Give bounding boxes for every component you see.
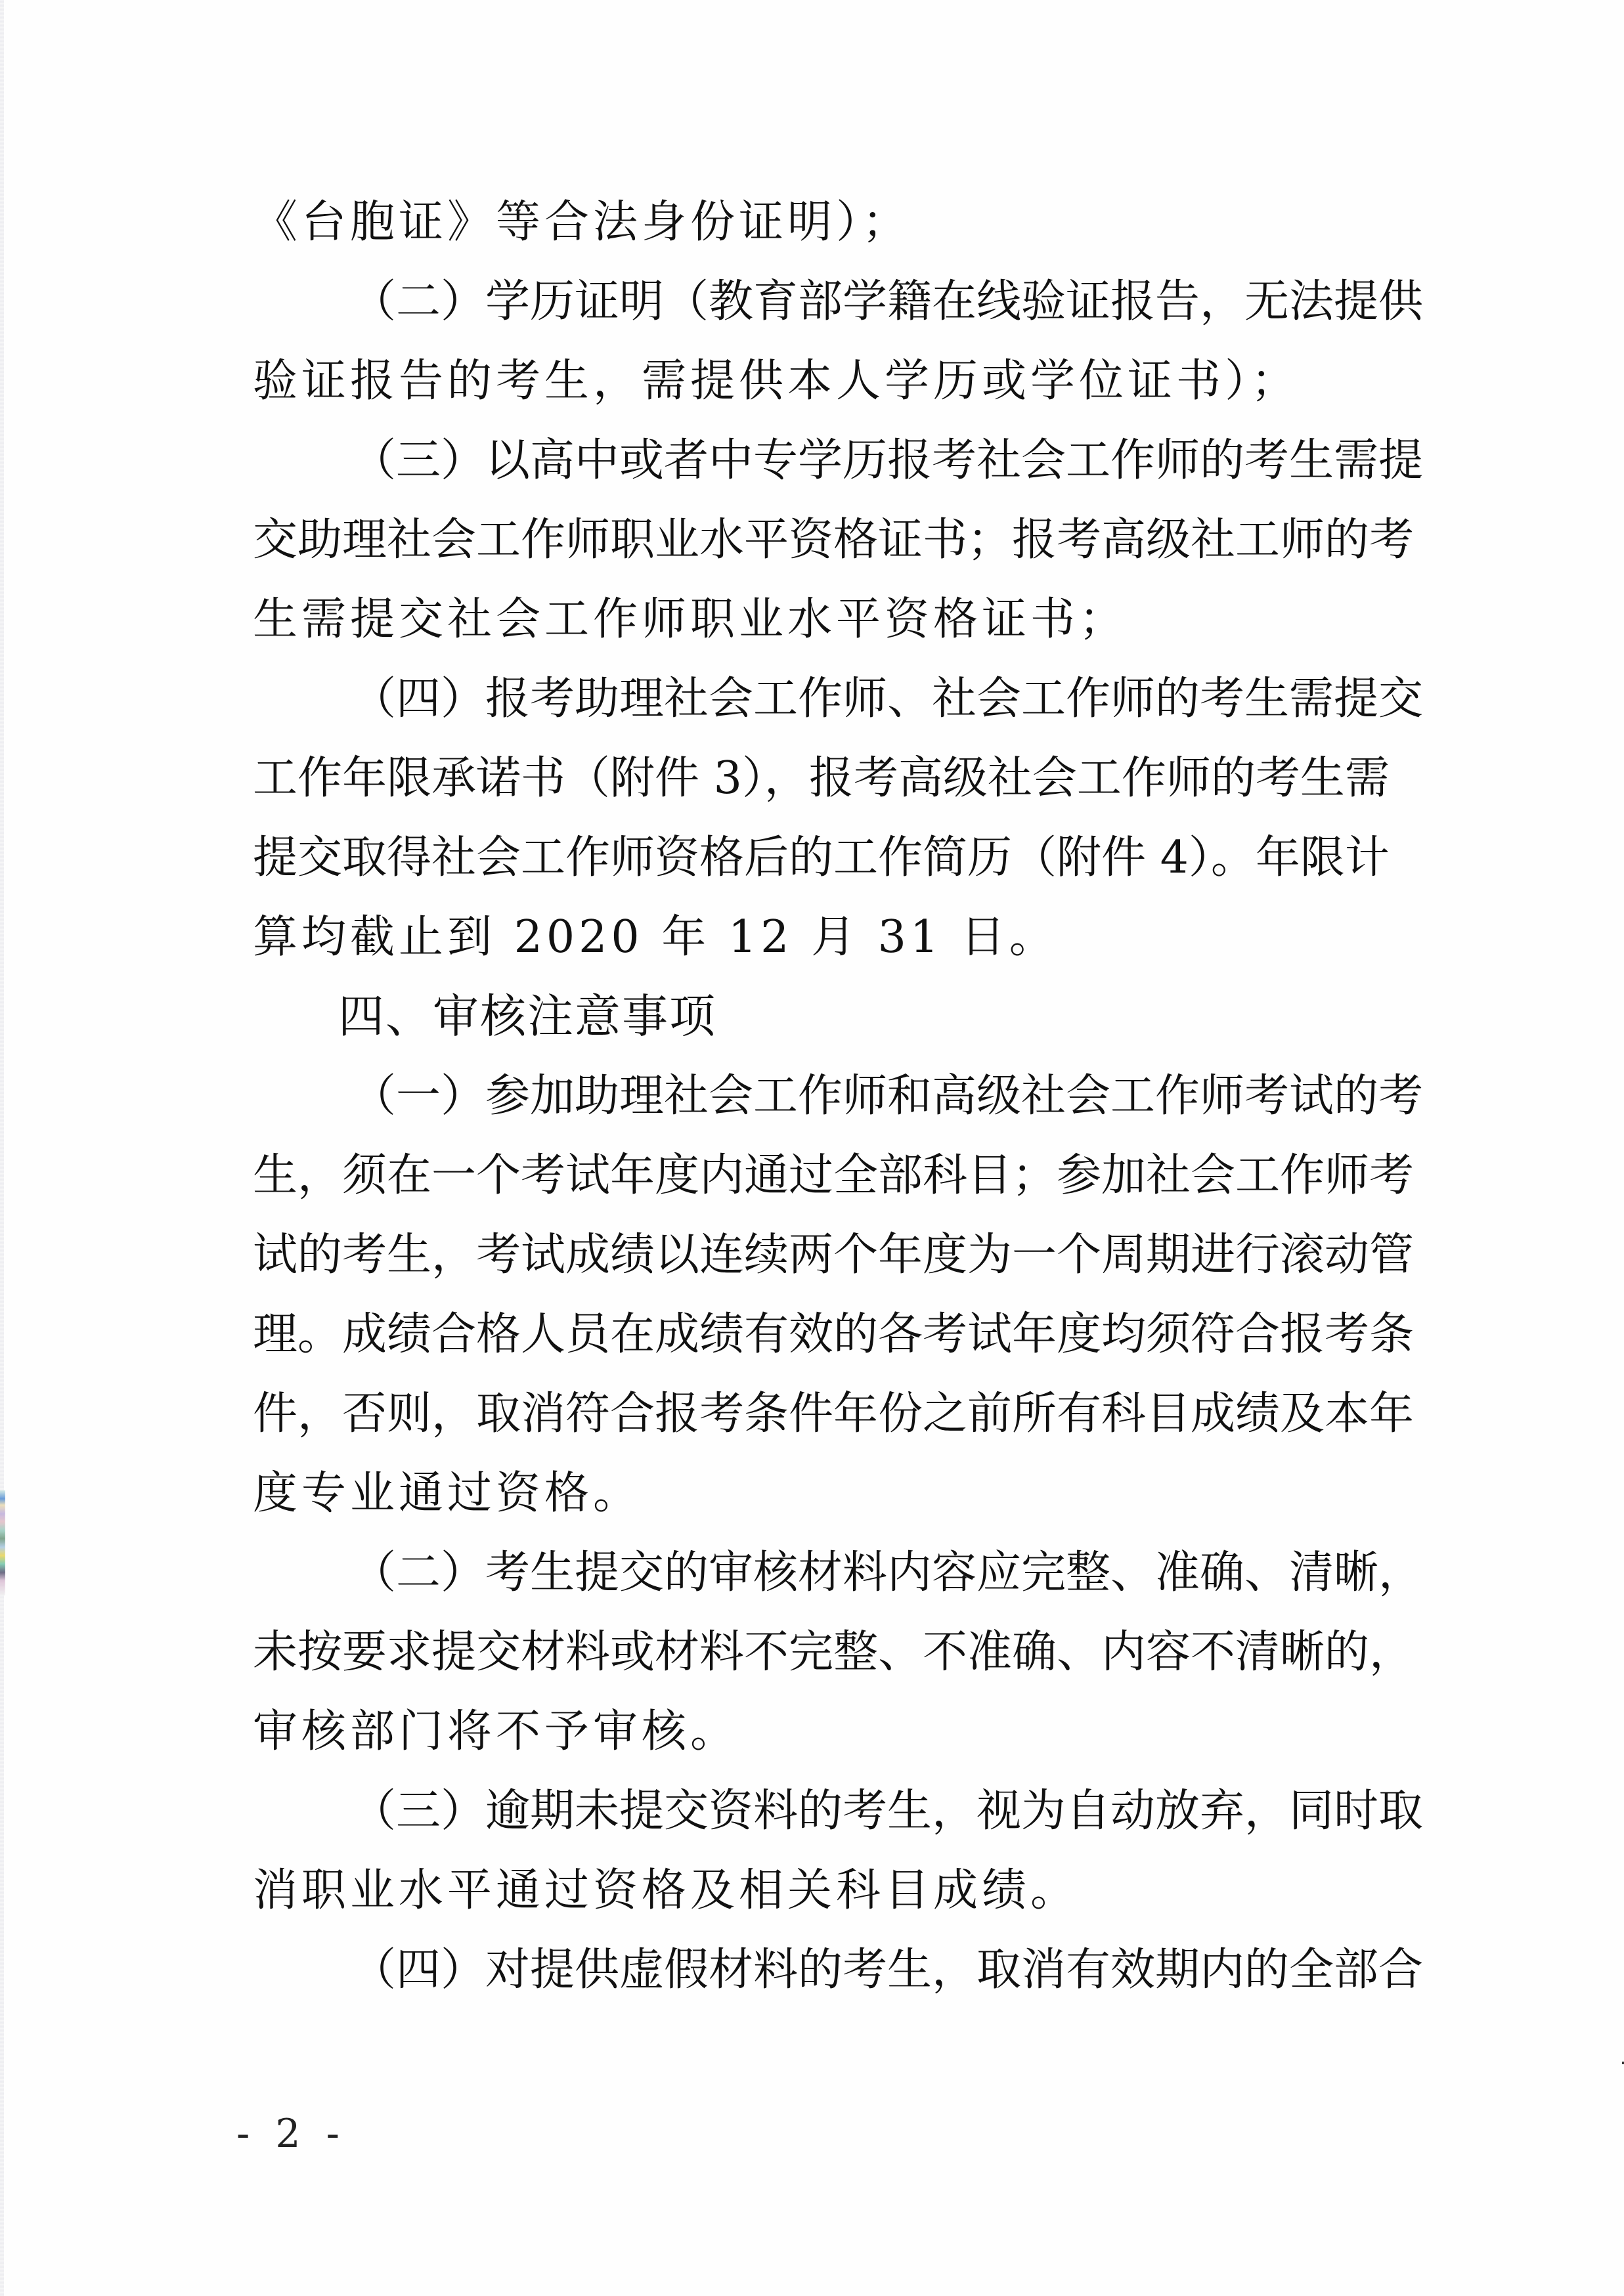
text-line: 工作年限承诺书（附件 3），报考高级社会工作师的考生需 xyxy=(253,752,1390,804)
text-line: 生，须在一个考试年度内通过全部科目；参加社会工作师考 xyxy=(253,1150,1415,1202)
text-line: 交助理社会工作师职业水平资格证书；报考高级社工师的考 xyxy=(253,514,1415,566)
text-line: 未按要求提交材料或材料不完整、不准确、内容不清晰的， xyxy=(253,1626,1415,1678)
text-line: 生需提交社会工作师职业水平资格证书； xyxy=(253,594,1128,645)
page-number: - 2 - xyxy=(236,2111,346,2157)
paragraph-first-line: （一）参加助理社会工作师和高级社会工作师考试的考 xyxy=(351,1070,1424,1122)
paragraph-first-line: （四）报考助理社会工作师、社会工作师的考生需提交 xyxy=(351,673,1424,725)
text-line: 试的考生，考试成绩以连续两个年度为一个周期进行滚动管 xyxy=(253,1229,1415,1281)
paragraph-first-line: （二）学历证明（教育部学籍在线验证报告，无法提供 xyxy=(351,276,1424,328)
text-line: 理。成绩合格人员在成绩有效的各考试年度均须符合报考条 xyxy=(253,1309,1415,1360)
text-line: 验证报告的考生，需提供本人学历或学位证书）； xyxy=(253,355,1300,407)
scan-color-strip-artifact xyxy=(0,1490,5,1595)
text-line: 算均截止到 2020 年 12 月 31 日。 xyxy=(253,911,1058,963)
scan-edge-artifact xyxy=(0,0,4,2296)
section-heading: 四、审核注意事项 xyxy=(338,989,716,1043)
text-line: 提交取得社会工作师资格后的工作简历（附件 4）。年限计 xyxy=(253,832,1390,884)
paragraph-first-line: （二）考生提交的审核材料内容应完整、准确、清晰， xyxy=(351,1547,1424,1599)
paragraph-first-line: （四）对提供虚假材料的考生，取消有效期内的全部合 xyxy=(351,1944,1424,1996)
text-line: 审核部门将不予审核。 xyxy=(253,1706,739,1758)
text-line: 《台胞证》等合法身份证明）； xyxy=(253,196,911,248)
paragraph-first-line: （三）以高中或者中专学历报考社会工作师的考生需提 xyxy=(351,435,1424,487)
text-line: 消职业水平通过资格及相关科目成绩。 xyxy=(253,1865,1080,1917)
text-line: 件，否则，取消符合报考条件年份之前所有科目成绩及本年 xyxy=(253,1388,1415,1440)
paragraph-first-line: （三）逾期未提交资料的考生，视为自动放弃，同时取 xyxy=(351,1785,1424,1837)
text-line: 度专业通过资格。 xyxy=(253,1467,642,1519)
